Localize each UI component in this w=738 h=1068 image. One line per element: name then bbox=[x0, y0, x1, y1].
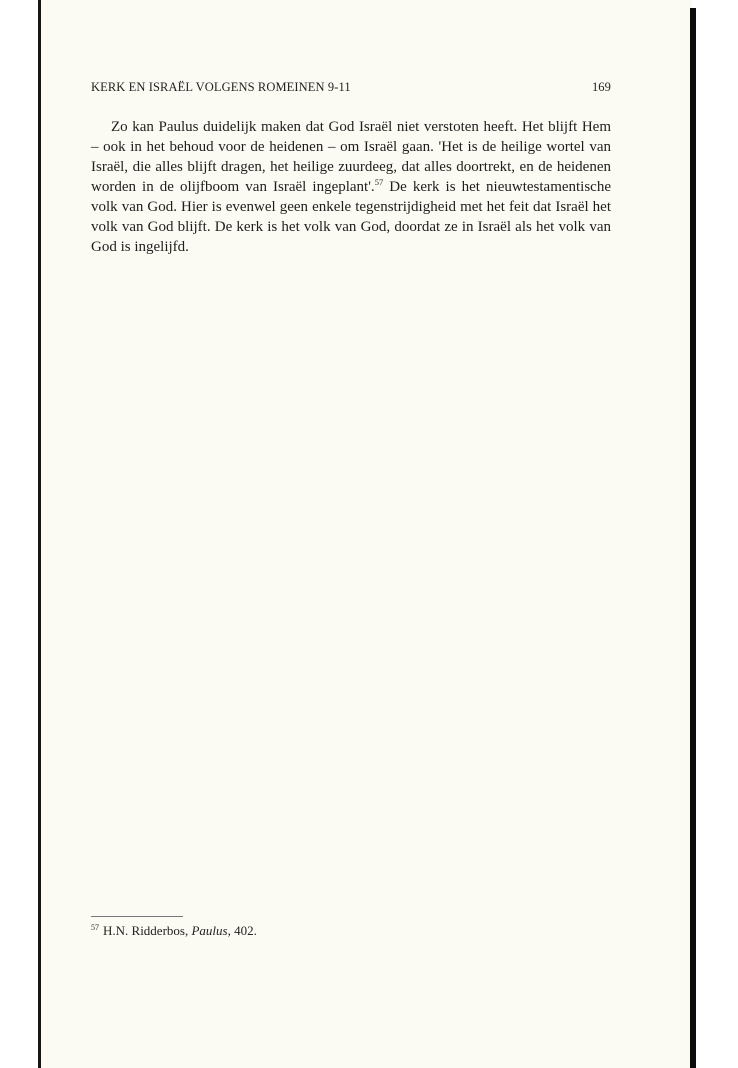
paragraph-text-after-note: De kerk is het nieuwtestamentische volk van God. Hier is evenwel geen enkele tegenstrijdigheid met het feit dat Israël het volk van God blijft. De kerk is het volk van God, doordat ze in Israël als het volk van God is ingelijfd. bbox=[91, 179, 612, 255]
body-paragraph bbox=[91, 117, 611, 257]
footnote bbox=[91, 922, 611, 940]
footnote-title: Paulus bbox=[191, 923, 228, 938]
scan-left-border bbox=[38, 0, 41, 1068]
running-title: KERK EN ISRAËL VOLGENS ROMEINEN 9-11 bbox=[91, 80, 351, 94]
scan-right-border bbox=[690, 8, 696, 1068]
footnote-pages: , 402. bbox=[227, 923, 257, 938]
page-number: 169 bbox=[591, 80, 611, 94]
footnote-number: 57 bbox=[91, 923, 99, 932]
running-head bbox=[91, 80, 611, 95]
footnote-divider bbox=[91, 916, 183, 917]
paragraph-text-before-note: Zo kan Paulus duidelijk maken dat God Israël niet verstoten heeft. Het blijft Hem – ook in het behoud voor de heidenen – om Israël gaan. 'Het is de heilige wortel van Israël, die alles blijft dragen, het heilige zuurdeeg, dat alles doortrekt, en de heidenen worden in de olijfboom van Israël ingeplant'. bbox=[91, 119, 611, 195]
footnote-author: H.N. Ridderbos, bbox=[103, 923, 192, 938]
footnote-reference[interactable]: 57 bbox=[374, 177, 384, 187]
